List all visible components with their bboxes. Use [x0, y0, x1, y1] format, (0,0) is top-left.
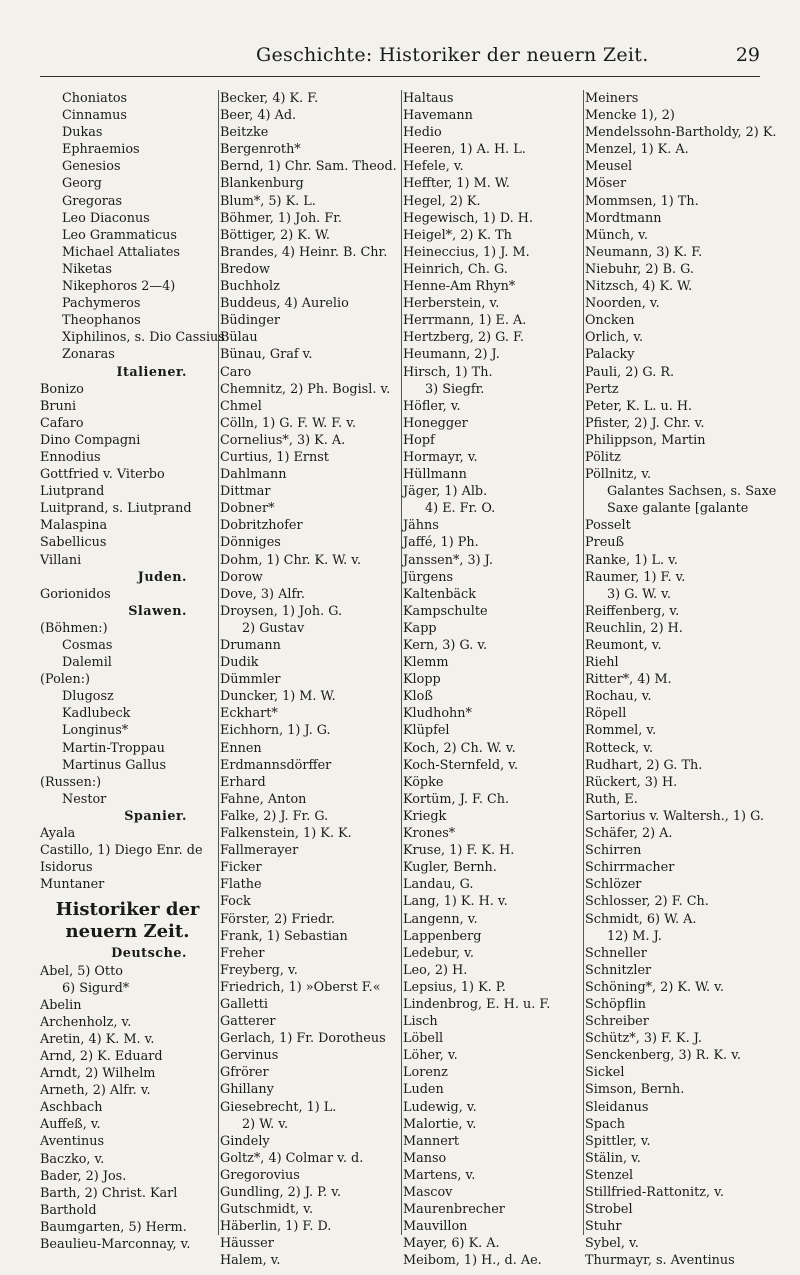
index-entry: Henne-Am Rhyn*: [403, 279, 516, 295]
index-entry: Honegger: [403, 415, 468, 431]
index-entry: Heeren, 1) A. H. L.: [403, 142, 526, 158]
index-entry: Janssen*, 3) J.: [403, 552, 493, 568]
index-entry: Auffeß, v.: [40, 1117, 101, 1133]
index-entry: Mauvillon: [403, 1219, 468, 1235]
index-entry: Baczko, v.: [40, 1151, 105, 1167]
index-entry: Dove, 3) Alfr.: [220, 586, 305, 602]
index-entry: Förster, 2) Friedr.: [220, 911, 335, 927]
index-entry: Genesios: [62, 159, 121, 175]
index-entry: Dohm, 1) Chr. K. W. v.: [220, 552, 362, 568]
index-entry: Kadlubeck: [62, 706, 131, 722]
index-entry: Nestor: [62, 791, 107, 807]
index-entry: Mencke 1), 2): [585, 108, 675, 124]
index-entry: Ghillany: [220, 1082, 274, 1098]
index-entry: Pertz: [585, 381, 619, 397]
index-entry: Chemnitz, 2) Ph. Bogisl. v.: [220, 381, 391, 397]
index-entry: Dobner*: [220, 501, 275, 517]
index-entry: Hefele, v.: [403, 159, 464, 175]
header-rule: [40, 76, 760, 77]
index-column-4: [585, 90, 777, 1269]
index-entry: Riehl: [585, 655, 619, 671]
index-entry: Xiphilinos, s. Dio Cassius: [62, 330, 225, 346]
index-entry: Archenholz, v.: [40, 1014, 132, 1030]
index-entry: Spach: [585, 1116, 625, 1132]
index-entry: Gutschmidt, v.: [220, 1202, 314, 1218]
index-entry: Barth, 2) Christ. Karl: [40, 1185, 178, 1201]
index-entry: Luitprand, s. Liutprand: [40, 501, 192, 517]
index-entry: Ayala: [40, 826, 76, 842]
index-entry: 3) G. W. v.: [607, 586, 671, 602]
index-entry: Abelin: [40, 997, 82, 1013]
index-entry: Choniatos: [62, 91, 128, 106]
index-entry: Jähns: [403, 518, 439, 534]
index-entry: Schäfer, 2) A.: [585, 826, 673, 842]
index-entry: Dümmler: [220, 672, 281, 688]
index-entry: Landau, G.: [403, 877, 474, 893]
index-entry: Herrmann, 1) E. A.: [403, 313, 527, 329]
index-entry: Dudik: [220, 655, 259, 671]
index-entry: Bünau, Graf v.: [220, 347, 313, 363]
index-entry: Reumont, v.: [585, 638, 662, 653]
index-entry: Abel, 5) Otto: [40, 963, 123, 979]
index-entry: Leo, 2) H.: [403, 962, 468, 978]
index-entry: Orlich, v.: [585, 330, 644, 346]
index-entry: Galletti: [220, 996, 268, 1012]
index-entry: Heumann, 2) J.: [403, 347, 500, 363]
index-entry: Ranke, 1) L. v.: [585, 552, 678, 568]
index-entry: Schirren: [585, 843, 642, 859]
index-entry: Beaulieu-Marconnay, v.: [40, 1237, 191, 1252]
index-entry: 2) W. v.: [242, 1116, 289, 1132]
section-heading: Historiker der neuern Zeit.: [55, 899, 200, 943]
index-entry: Lang, 1) K. H. v.: [403, 894, 508, 910]
index-entry: Klüpfel: [403, 723, 450, 739]
index-entry: Kloß: [403, 689, 433, 705]
column-divider: [401, 90, 402, 1235]
index-entry: Heffter, 1) M. W.: [403, 176, 510, 192]
index-entry: Lappenberg: [403, 928, 482, 944]
index-entry: Sickel: [585, 1065, 625, 1081]
index-entry: 2) Gustav: [242, 620, 305, 636]
index-entry: Hopf: [403, 432, 435, 448]
index-entry: Gregorovius: [220, 1167, 300, 1183]
index-entry: Theophanos: [62, 313, 141, 329]
index-entry: Muntaner: [40, 877, 105, 893]
index-entry: Rudhart, 2) G. Th.: [585, 757, 703, 773]
section-heading: Deutsche.: [111, 946, 187, 962]
index-entry: Freher: [220, 945, 265, 961]
index-entry: Goltz*, 4) Colmar v. d.: [220, 1150, 364, 1166]
index-entry: Kampschulte: [403, 603, 488, 619]
index-entry: Oncken: [585, 313, 635, 329]
index-entry: Nitzsch, 4) K. W.: [585, 279, 693, 295]
index-entry: Senckenberg, 3) R. K. v.: [585, 1048, 741, 1064]
index-entry: Michael Attaliates: [62, 244, 180, 260]
index-entry: 3) Siegfr.: [425, 381, 485, 397]
index-entry: Martin-Troppau: [62, 740, 165, 756]
index-entry: Häberlin, 1) F. D.: [220, 1219, 332, 1235]
index-entry: Duncker, 1) M. W.: [220, 689, 336, 705]
index-entry: Freyberg, v.: [220, 962, 298, 978]
index-entry: Barthold: [40, 1202, 97, 1218]
index-entry: Mendelssohn-Bartholdy, 2) K.: [585, 125, 777, 141]
index-entry: Ephraemios: [62, 142, 140, 158]
index-entry: Ritter*, 4) M.: [585, 672, 672, 688]
index-entry: Schnitzler: [585, 962, 652, 978]
index-entry: Stälin, v.: [585, 1150, 641, 1166]
index-entry: Dorow: [220, 569, 263, 585]
index-entry: Schmidt, 6) W. A.: [585, 911, 697, 927]
index-entry: Gerlach, 1) Fr. Dorotheus: [220, 1031, 386, 1047]
column-divider: [583, 90, 584, 1235]
index-entry: Rochau, v.: [585, 689, 652, 705]
index-entry: Preuß: [585, 535, 625, 551]
index-entry: Fahne, Anton: [220, 791, 307, 807]
index-entry: Brandes, 4) Heinr. B. Chr.: [220, 244, 388, 260]
index-entry: Möser: [585, 176, 627, 192]
index-entry: Dalemil: [62, 655, 112, 671]
index-entry: Manso: [403, 1150, 447, 1166]
index-entry: Droysen, 1) Joh. G.: [220, 603, 343, 619]
index-column-2: [220, 90, 397, 1269]
index-entry: Buchholz: [220, 279, 280, 295]
section-heading: Slawen.: [128, 603, 187, 619]
index-entry: Rotteck, v.: [585, 740, 654, 756]
index-entry: Luden: [403, 1082, 444, 1098]
index-entry: Böttiger, 2) K. W.: [220, 227, 330, 243]
index-entry: Flathe: [220, 877, 262, 893]
index-entry: Arnd, 2) K. Eduard: [40, 1048, 163, 1064]
index-entry: Ludewig, v.: [403, 1099, 477, 1115]
index-entry: Hormayr, v.: [403, 449, 478, 465]
index-entry: Havemann: [403, 108, 473, 124]
index-entry: Schlosser, 2) F. Ch.: [585, 894, 709, 910]
index-entry: Bernd, 1) Chr. Sam. Theod.: [220, 159, 397, 175]
index-entry: Fallmerayer: [220, 843, 299, 859]
index-entry: Cornelius*, 3) K. A.: [220, 432, 346, 448]
index-entry: Hirsch, 1) Th.: [403, 364, 493, 380]
index-entry: Koch-Sternfeld, v.: [403, 757, 519, 773]
page-header: [0, 44, 800, 74]
index-entry: Thurmayr, s. Aventinus: [585, 1253, 735, 1269]
index-entry: Dittmar: [220, 484, 271, 500]
index-entry: Erdmannsdörffer: [220, 757, 332, 773]
index-entry: Hedio: [403, 125, 442, 141]
index-entry: Neumann, 3) K. F.: [585, 244, 703, 260]
index-entry: Mascov: [403, 1185, 453, 1200]
section-heading: Juden.: [137, 569, 187, 585]
index-entry: Gorionidos: [40, 586, 111, 602]
index-entry: Buddeus, 4) Aurelio: [220, 296, 349, 312]
index-entry: Beer, 4) Ad.: [220, 108, 297, 124]
index-entry: Meiners: [585, 91, 639, 106]
index-column-1: [40, 90, 225, 1252]
index-entry: Ficker: [220, 860, 262, 876]
index-entry: Haltaus: [403, 91, 454, 106]
index-entry: Blankenburg: [220, 176, 304, 192]
index-entry: Cafaro: [40, 415, 84, 431]
index-entry: Zonaras: [62, 347, 115, 363]
index-entry: Kriegk: [403, 808, 447, 824]
index-entry: Schreiber: [585, 1014, 649, 1030]
index-entry: Kludhohn*: [403, 706, 472, 722]
index-entry: Gervinus: [220, 1048, 279, 1064]
index-entry: Langenn, v.: [403, 911, 478, 927]
index-entry: Stenzel: [585, 1167, 634, 1183]
index-columns: [40, 90, 777, 1269]
index-entry: Cinnamus: [62, 108, 127, 124]
index-entry: Martinus Gallus: [62, 757, 167, 773]
index-entry: Mannert: [403, 1133, 460, 1149]
index-entry: Ledebur, v.: [403, 945, 474, 961]
index-entry: Fock: [220, 894, 251, 910]
index-entry: Sabellicus: [40, 535, 107, 551]
index-entry: Pfister, 2) J. Chr. v.: [585, 415, 705, 431]
index-entry: Koch, 2) Ch. W. v.: [403, 740, 516, 756]
index-entry: Jaffé, 1) Ph.: [403, 535, 479, 551]
index-entry: Cölln, 1) G. F. W. F. v.: [220, 415, 357, 431]
index-entry: Hertzberg, 2) G. F.: [403, 330, 525, 346]
index-entry: Palacky: [585, 347, 635, 363]
index-entry: Aschbach: [40, 1100, 103, 1116]
index-entry: Schöpflin: [585, 996, 646, 1012]
index-entry: Caro: [220, 364, 252, 380]
index-entry: Kortüm, J. F. Ch.: [403, 791, 510, 807]
index-entry: Pöllnitz, v.: [585, 467, 652, 483]
index-entry: Villani: [40, 552, 82, 568]
index-entry: Krones*: [403, 826, 456, 842]
index-entry: Galantes Sachsen, s. Saxe: [607, 484, 777, 500]
index-entry: Schirrmacher: [585, 860, 675, 876]
index-entry: Cosmas: [62, 638, 113, 653]
index-entry: Kaltenbäck: [403, 586, 476, 602]
index-entry: Schöning*, 2) K. W. v.: [585, 979, 724, 995]
index-entry: 6) Sigurd*: [62, 980, 130, 996]
index-entry: Rommel, v.: [585, 723, 657, 739]
index-entry: Martens, v.: [403, 1167, 476, 1183]
index-entry: Sybel, v.: [585, 1236, 639, 1252]
index-entry: Löher, v.: [403, 1048, 458, 1064]
index-entry: Heinrich, Ch. G.: [403, 261, 508, 277]
index-entry: Simson, Bernh.: [585, 1082, 685, 1098]
index-entry: Becker, 4) K. F.: [220, 91, 319, 106]
index-entry: Meusel: [585, 159, 633, 175]
index-entry: Malortie, v.: [403, 1116, 477, 1132]
index-entry: Klopp: [403, 672, 441, 688]
index-entry: Sleidanus: [585, 1099, 649, 1115]
index-entry: Bredow: [220, 261, 270, 277]
section-heading: Italiener.: [116, 364, 187, 380]
index-entry: Heineccius, 1) J. M.: [403, 244, 530, 260]
index-entry: Liutprand: [40, 484, 105, 500]
index-entry: Gundling, 2) J. P. v.: [220, 1185, 342, 1200]
index-entry: Hegel, 2) K.: [403, 193, 481, 209]
index-entry: Dönniges: [220, 535, 281, 551]
index-entry: Ruth, E.: [585, 791, 638, 807]
index-entry: Hegewisch, 1) D. H.: [403, 210, 534, 226]
index-entry: Mayer, 6) K. A.: [403, 1236, 500, 1252]
index-entry: Heigel*, 2) K. Th: [403, 227, 512, 243]
index-entry: Bader, 2) Jos.: [40, 1168, 127, 1184]
index-entry: Gfrörer: [220, 1065, 269, 1081]
index-entry: Giesebrecht, 1) L.: [220, 1099, 337, 1115]
index-entry: Castillo, 1) Diego Enr. de: [40, 843, 203, 859]
index-entry: Häusser: [220, 1236, 274, 1252]
index-entry: Baumgarten, 5) Herm.: [40, 1219, 187, 1235]
index-entry: Posselt: [585, 518, 631, 534]
index-entry: Drumann: [220, 638, 281, 653]
index-column-3: [403, 90, 578, 1269]
index-entry: 4) E. Fr. O.: [425, 501, 496, 517]
index-entry: Lorenz: [403, 1065, 448, 1081]
index-entry: (Polen:): [40, 672, 91, 688]
index-entry: Gottfried v. Viterbo: [40, 467, 165, 483]
index-entry: Mommsen, 1) Th.: [585, 193, 699, 209]
index-entry: Niebuhr, 2) B. G.: [585, 261, 694, 277]
index-entry: Röpell: [585, 706, 627, 722]
index-entry: Dahlmann: [220, 467, 287, 483]
index-entry: Bonizo: [40, 381, 84, 397]
index-entry: Schneller: [585, 945, 647, 961]
index-entry: Pölitz: [585, 449, 621, 465]
index-entry: Gindely: [220, 1133, 270, 1149]
index-entry: Eichhorn, 1) J. G.: [220, 723, 331, 739]
index-entry: Gregoras: [62, 193, 123, 209]
running-title: Geschichte: Historiker der neuern Zeit.: [256, 44, 649, 66]
index-entry: Herberstein, v.: [403, 296, 500, 312]
index-entry: Curtius, 1) Ernst: [220, 449, 329, 465]
index-entry: Stuhr: [585, 1219, 622, 1235]
index-entry: Lindenbrog, E. H. u. F.: [403, 996, 551, 1012]
index-entry: Bülau: [220, 330, 258, 346]
index-entry: Reuchlin, 2) H.: [585, 620, 683, 636]
index-entry: Hüllmann: [403, 467, 467, 483]
index-entry: Bergenroth*: [220, 142, 301, 158]
index-entry: Rückert, 3) H.: [585, 774, 678, 790]
index-entry: Malaspina: [40, 518, 108, 534]
index-entry: Chmel: [220, 398, 262, 414]
index-entry: Schlözer: [585, 877, 642, 893]
index-entry: Jürgens: [403, 569, 454, 585]
index-entry: Stillfried-Rattonitz, v.: [585, 1185, 724, 1200]
index-entry: Klemm: [403, 655, 449, 671]
index-entry: Büdinger: [220, 313, 281, 329]
index-entry: Leo Diaconus: [62, 210, 150, 226]
index-entry: Falke, 2) J. Fr. G.: [220, 808, 329, 824]
index-entry: Ennodius: [40, 449, 101, 465]
index-entry: Arneth, 2) Alfr. v.: [40, 1083, 151, 1099]
index-entry: (Böhmen:): [40, 620, 108, 636]
index-entry: Georg: [62, 176, 102, 192]
index-entry: Eckhart*: [220, 706, 278, 722]
index-entry: Falkenstein, 1) K. K.: [220, 826, 352, 842]
index-entry: Friedrich, 1) »Oberst F.«: [220, 979, 381, 995]
index-entry: Menzel, 1) K. A.: [585, 142, 689, 158]
index-entry: (Russen:): [40, 774, 102, 790]
index-entry: Gatterer: [220, 1014, 276, 1030]
section-heading: Spanier.: [124, 808, 187, 824]
index-entry: Saxe galante [galante: [607, 501, 749, 517]
page-number: 29: [735, 44, 760, 66]
index-entry: Maurenbrecher: [403, 1202, 505, 1218]
index-entry: Beitzke: [220, 125, 269, 141]
index-entry: Kern, 3) G. v.: [403, 638, 488, 653]
index-entry: Peter, K. L. u. H.: [585, 398, 693, 414]
index-entry: Kapp: [403, 620, 437, 636]
index-entry: 12) M. J.: [607, 928, 662, 944]
index-entry: Dlugosz: [62, 689, 114, 705]
index-entry: Arndt, 2) Wilhelm: [40, 1066, 156, 1082]
index-entry: Halem, v.: [220, 1253, 281, 1269]
index-entry: Jäger, 1) Alb.: [403, 484, 488, 500]
index-entry: Frank, 1) Sebastian: [220, 928, 348, 944]
index-entry: Pauli, 2) G. R.: [585, 364, 675, 380]
index-entry: Münch, v.: [585, 227, 648, 243]
index-entry: Böhmer, 1) Joh. Fr.: [220, 210, 342, 226]
index-entry: Dino Compagni: [40, 432, 141, 448]
index-entry: Philippson, Martin: [585, 432, 706, 448]
index-entry: Ennen: [220, 740, 262, 756]
index-entry: Kruse, 1) F. K. H.: [403, 843, 515, 859]
index-entry: Bruni: [40, 398, 77, 414]
index-entry: Dobritzhofer: [220, 518, 303, 534]
index-entry: Sartorius v. Waltersh., 1) G.: [585, 808, 764, 824]
index-entry: Spittler, v.: [585, 1133, 651, 1149]
index-entry: Leo Grammaticus: [62, 227, 177, 243]
index-entry: Strobel: [585, 1202, 633, 1218]
index-entry: Höfler, v.: [403, 398, 461, 414]
column-divider: [218, 90, 219, 1235]
index-entry: Raumer, 1) F. v.: [585, 569, 686, 585]
index-entry: Longinus*: [62, 723, 129, 739]
index-entry: Aretin, 4) K. M. v.: [40, 1031, 155, 1047]
index-entry: Isidorus: [40, 860, 93, 876]
index-entry: Noorden, v.: [585, 296, 660, 312]
index-entry: Pachymeros: [62, 296, 141, 312]
index-entry: Mordtmann: [585, 210, 662, 226]
index-entry: Aventinus: [40, 1134, 105, 1150]
index-entry: Schütz*, 3) F. K. J.: [585, 1031, 702, 1047]
index-entry: Erhard: [220, 774, 266, 790]
index-entry: Dukas: [62, 125, 103, 141]
index-entry: Köpke: [403, 774, 444, 790]
index-entry: Meibom, 1) H., d. Ae.: [403, 1253, 542, 1269]
index-entry: Löbell: [403, 1031, 444, 1047]
index-entry: Lepsius, 1) K. P.: [403, 979, 506, 995]
index-entry: Nikephoros 2—4): [62, 279, 176, 295]
index-entry: Reiffenberg, v.: [585, 603, 680, 619]
index-entry: Lisch: [403, 1014, 438, 1030]
index-entry: Niketas: [62, 261, 112, 277]
index-entry: Kugler, Bernh.: [403, 860, 497, 876]
index-entry: Blum*, 5) K. L.: [220, 193, 316, 209]
